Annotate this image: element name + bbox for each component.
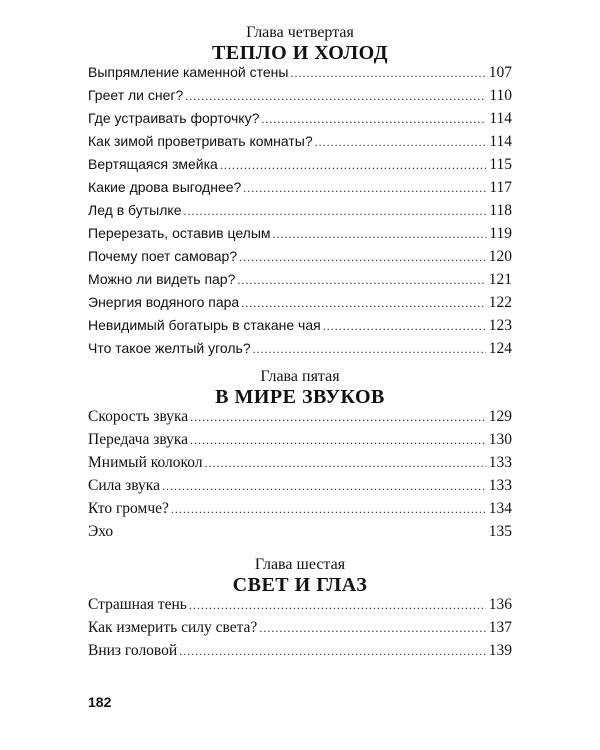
toc-entry[interactable] bbox=[88, 500, 512, 523]
dot-leader bbox=[239, 250, 486, 265]
toc-entry-title: Что такое желтый уголь? bbox=[88, 340, 251, 356]
dot-leader bbox=[185, 89, 486, 104]
toc-entry-title: Греет ли снег? bbox=[88, 87, 184, 103]
toc-entry-title: Как измерить силу света? bbox=[88, 619, 258, 636]
toc-entry-page: 107 bbox=[486, 64, 512, 82]
toc-entry-page: 118 bbox=[486, 202, 512, 220]
chapter-4-title: ТЕПЛО И ХОЛОД bbox=[212, 42, 388, 64]
dot-leader bbox=[290, 66, 485, 81]
toc-entry[interactable] bbox=[88, 340, 512, 363]
toc-entry-page: 120 bbox=[486, 248, 512, 266]
toc-entry-page: 136 bbox=[486, 596, 512, 614]
toc-entry-page: 110 bbox=[486, 87, 512, 105]
toc-entry-title: Вертящаяся змейка bbox=[88, 156, 218, 172]
toc-entry-title: Почему поет самовар? bbox=[88, 248, 238, 264]
toc-entry-page: 137 bbox=[486, 619, 512, 637]
toc-entry-title: Энергия водяного пара bbox=[88, 294, 240, 310]
toc-entry[interactable] bbox=[88, 431, 512, 454]
toc-entry-title: Эхо bbox=[88, 523, 114, 540]
toc-entry-title: Как зимой проветривать комнаты? bbox=[88, 133, 313, 149]
toc-entry-page: 114 bbox=[486, 110, 512, 128]
toc-entry[interactable] bbox=[88, 64, 512, 87]
toc-entry-title: Передача звука bbox=[88, 431, 189, 448]
toc-entry-page: 117 bbox=[486, 179, 512, 197]
toc-entry[interactable] bbox=[88, 202, 512, 225]
chapter-4-contents bbox=[88, 64, 512, 363]
toc-entry-page: 133 bbox=[486, 454, 512, 472]
toc-entry-page: 119 bbox=[486, 225, 512, 243]
toc-entry-page: 123 bbox=[486, 317, 512, 335]
dot-leader bbox=[190, 410, 486, 425]
toc-entry-title: Лед в бутылке bbox=[88, 202, 182, 218]
toc-entry[interactable] bbox=[88, 110, 512, 133]
toc-entry-title: Перерезать, оставив целым bbox=[88, 225, 271, 241]
toc-entry-page: 122 bbox=[486, 294, 512, 312]
toc-entry[interactable] bbox=[88, 523, 512, 546]
toc-entry[interactable] bbox=[88, 133, 512, 156]
dot-leader bbox=[220, 158, 486, 173]
toc-entry-title: Кто громче? bbox=[88, 500, 169, 517]
dot-leader bbox=[261, 112, 486, 127]
toc-entry[interactable] bbox=[88, 454, 512, 477]
toc-entry-page: 115 bbox=[486, 156, 512, 174]
toc-entry-title: Сила звука bbox=[88, 477, 160, 494]
toc-entry-page: 134 bbox=[486, 500, 512, 518]
toc-entry-page: 139 bbox=[486, 642, 512, 660]
toc-entry-title: Где устраивать форточку? bbox=[88, 110, 260, 126]
chapter-6-contents bbox=[88, 596, 512, 665]
dot-leader bbox=[259, 621, 485, 636]
dot-leader bbox=[162, 479, 486, 494]
dot-leader bbox=[183, 204, 486, 219]
toc-entry-title: Какие дрова выгоднее? bbox=[88, 179, 242, 195]
dot-leader bbox=[241, 296, 486, 311]
toc-entry-title: Можно ли видеть пар? bbox=[88, 271, 236, 287]
toc-entry-page: 135 bbox=[486, 523, 512, 541]
toc-entry-title: Скорость звука bbox=[88, 408, 189, 425]
toc-entry[interactable] bbox=[88, 156, 512, 179]
toc-entry-title: Страшная тень bbox=[88, 596, 187, 613]
toc-entry-page: 124 bbox=[486, 340, 512, 358]
toc-entry[interactable] bbox=[88, 596, 512, 619]
chapter-6-label: Глава шестая bbox=[254, 556, 346, 573]
dot-leader bbox=[273, 227, 487, 242]
toc-entry-title: Невидимый богатырь в стакане чая bbox=[88, 317, 321, 333]
chapter-5-title: В МИРЕ ЗВУКОВ bbox=[215, 386, 385, 408]
toc-entry[interactable] bbox=[88, 87, 512, 110]
toc-entry-page: 130 bbox=[486, 431, 512, 449]
dot-leader bbox=[205, 456, 486, 471]
dot-leader bbox=[323, 319, 486, 334]
toc-entry[interactable] bbox=[88, 408, 512, 431]
dot-leader bbox=[253, 342, 486, 357]
toc-entry[interactable] bbox=[88, 477, 512, 500]
toc-entry-page: 121 bbox=[486, 271, 512, 289]
dot-leader bbox=[171, 502, 486, 517]
toc-entry[interactable] bbox=[88, 642, 512, 665]
toc-entry[interactable] bbox=[88, 619, 512, 642]
toc-entry[interactable] bbox=[88, 294, 512, 317]
page-number: 182 bbox=[88, 694, 112, 710]
chapter-6-title: СВЕТ И ГЛАЗ bbox=[232, 574, 368, 596]
toc-entry-page: 129 bbox=[486, 408, 512, 426]
toc-entry[interactable] bbox=[88, 248, 512, 271]
toc-entry-page: 114 bbox=[486, 133, 512, 151]
toc-entry-title: Мнимый колокол bbox=[88, 454, 203, 471]
toc-entry-title: Вниз головой bbox=[88, 642, 178, 659]
toc-entry-page: 133 bbox=[486, 477, 512, 495]
dot-leader bbox=[237, 273, 485, 288]
toc-entry[interactable] bbox=[88, 179, 512, 202]
chapter-5-label: Глава пятая bbox=[260, 368, 340, 385]
dot-leader bbox=[189, 598, 486, 613]
toc-entry[interactable] bbox=[88, 225, 512, 248]
toc-entry[interactable] bbox=[88, 317, 512, 340]
chapter-4-label: Глава четвертая bbox=[246, 24, 354, 41]
chapter-5-contents bbox=[88, 408, 512, 546]
toc-entry-title: Выпрямление каменной стены bbox=[88, 64, 289, 80]
toc-entry[interactable] bbox=[88, 271, 512, 294]
dot-leader bbox=[243, 181, 486, 196]
dot-leader bbox=[179, 644, 486, 659]
dot-leader bbox=[315, 135, 487, 150]
dot-leader bbox=[190, 433, 486, 448]
